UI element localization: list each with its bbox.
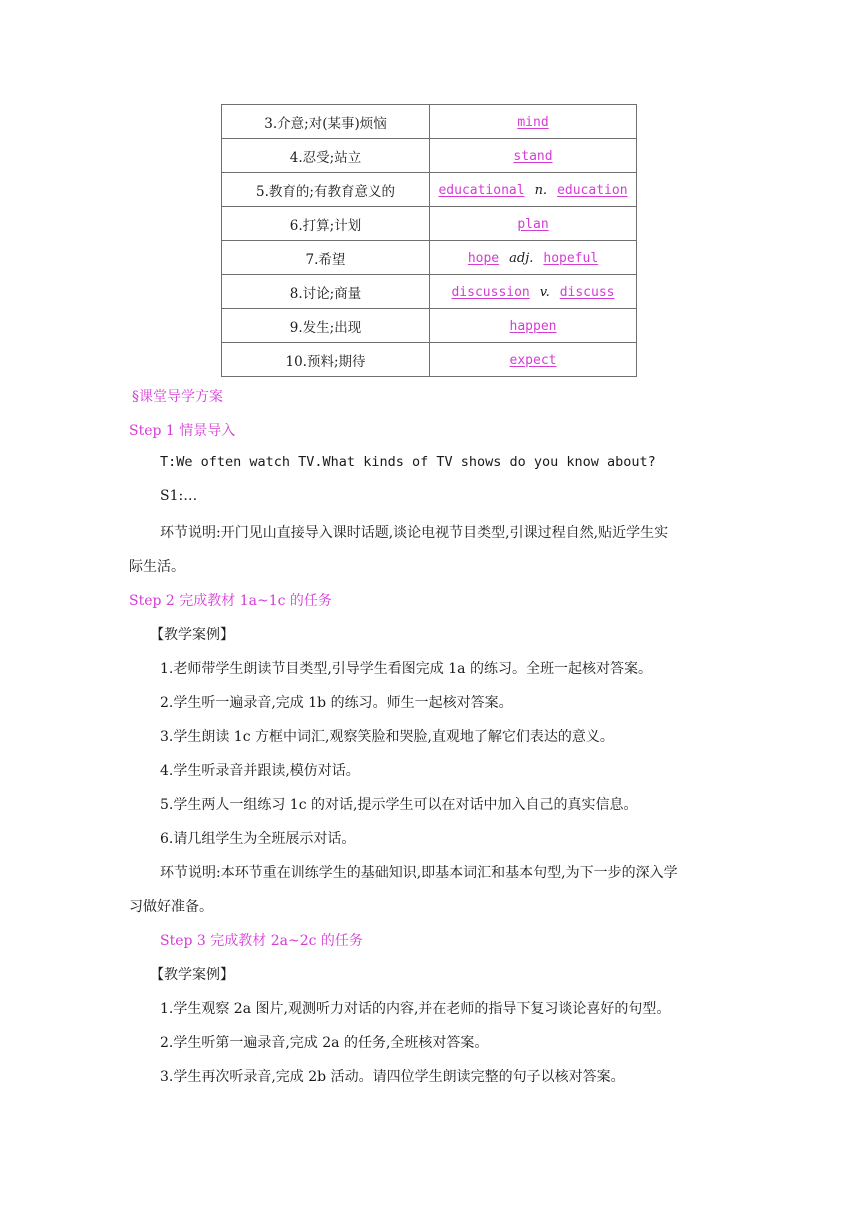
case-label: 【教学案例】	[150, 627, 234, 643]
vocabulary-table	[221, 104, 637, 377]
answer-word: mind	[517, 114, 549, 130]
answer-word: expect	[509, 352, 557, 368]
list-item: 1.老师带学生朗读节目类型,引导学生看图完成 1a 的练习。全班一起核对答案。	[160, 661, 652, 677]
part-of-speech: n.	[534, 182, 548, 198]
table-row	[222, 207, 637, 241]
table-row	[222, 309, 637, 343]
english-answer	[430, 241, 637, 275]
answer-word: hope	[467, 250, 500, 266]
list-item: 3.学生再次听录音,完成 2b 活动。请四位学生朗读完整的句子以核对答案。	[160, 1069, 625, 1085]
chinese-meaning: 7.希望	[222, 241, 430, 275]
list-item: 3.学生朗读 1c 方框中词汇,观察笑脸和哭脸,直观地了解它们表达的意义。	[160, 729, 614, 745]
step3-title: Step 3 完成教材 2a~2c 的任务	[160, 933, 363, 949]
step2-title: Step 2 完成教材 1a~1c 的任务	[129, 593, 332, 609]
chinese-meaning: 10.预料;期待	[222, 343, 430, 377]
answer-word: educational	[438, 182, 525, 198]
part-of-speech: adj.	[509, 250, 534, 266]
english-answer	[430, 275, 637, 309]
table-row	[222, 343, 637, 377]
step2-note-line1: 环节说明:本环节重在训练学生的基础知识,即基本词汇和基本句型,为下一步的深入学	[160, 865, 678, 881]
answer-word: stand	[513, 148, 553, 164]
table-row	[222, 105, 637, 139]
teacher-line: T:We often watch TV.What kinds of TV shows do you know about?	[160, 454, 656, 470]
derived-word: education	[557, 182, 628, 198]
table-row	[222, 275, 637, 309]
step1-title: Step 1 情景导入	[129, 423, 236, 439]
step1-note-line1: 环节说明:开门见山直接导入课时话题,谈论电视节目类型,引课过程自然,贴近学生实	[160, 525, 669, 541]
part-of-speech: v.	[539, 284, 550, 300]
step1-note-line2: 际生活。	[129, 559, 185, 575]
answer-word: happen	[509, 318, 557, 334]
section-title: §课堂导学方案	[132, 389, 223, 405]
chinese-meaning: 6.打算;计划	[222, 207, 430, 241]
case-label: 【教学案例】	[150, 967, 234, 983]
english-answer	[430, 139, 637, 173]
table-row	[222, 173, 637, 207]
list-item: 6.请几组学生为全班展示对话。	[160, 831, 356, 847]
list-item: 2.学生听一遍录音,完成 1b 的练习。师生一起核对答案。	[160, 695, 513, 711]
chinese-meaning: 5.教育的;有教育意义的	[222, 173, 430, 207]
step2-note-line2: 习做好准备。	[129, 899, 213, 915]
english-answer	[430, 343, 637, 377]
list-item: 1.学生观察 2a 图片,观测听力对话的内容,并在老师的指导下复习谈论喜好的句型。	[160, 1001, 671, 1017]
chinese-meaning: 3.介意;对(某事)烦恼	[222, 105, 430, 139]
list-item: 4.学生听录音并跟读,模仿对话。	[160, 763, 360, 779]
list-item: 2.学生听第一遍录音,完成 2a 的任务,全班核对答案。	[160, 1035, 489, 1051]
table-row	[222, 241, 637, 275]
table-row	[222, 139, 637, 173]
list-item: 5.学生两人一组练习 1c 的对话,提示学生可以在对话中加入自己的真实信息。	[160, 797, 638, 813]
chinese-meaning: 9.发生;出现	[222, 309, 430, 343]
chinese-meaning: 8.讨论;商量	[222, 275, 430, 309]
student-line: S1:…	[160, 488, 198, 504]
answer-word: plan	[517, 216, 549, 232]
english-answer	[430, 309, 637, 343]
derived-word: hopeful	[543, 250, 599, 266]
english-answer	[430, 207, 637, 241]
answer-word: discussion	[451, 284, 530, 300]
english-answer	[430, 105, 637, 139]
derived-word: discuss	[559, 284, 615, 300]
english-answer	[430, 173, 637, 207]
chinese-meaning: 4.忍受;站立	[222, 139, 430, 173]
